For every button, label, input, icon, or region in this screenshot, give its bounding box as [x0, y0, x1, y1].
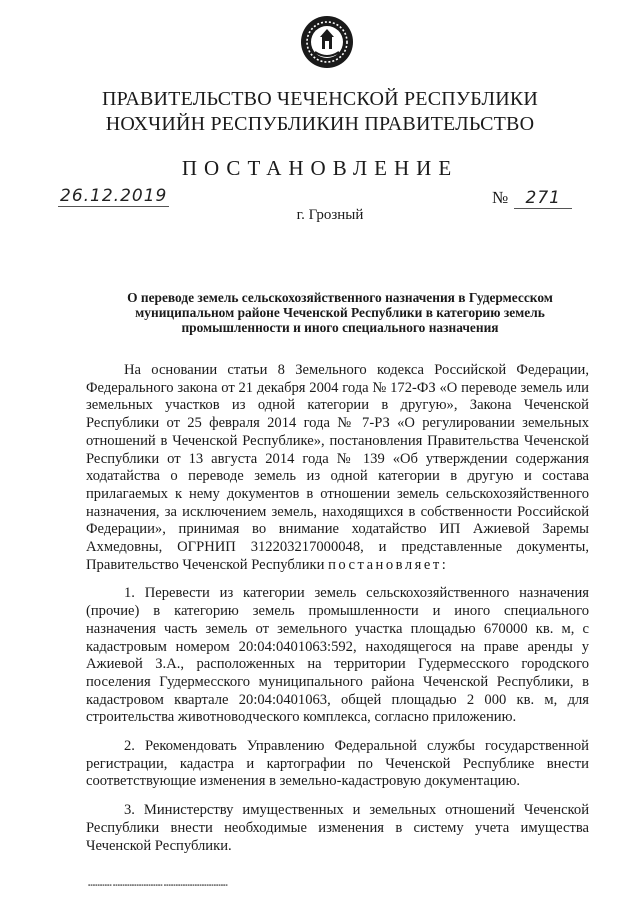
number-value: 271 — [514, 188, 572, 209]
document-type: ПОСТАНОВЛЕНИЕ — [181, 156, 459, 180]
document-date: 26.12.2019 — [60, 186, 168, 206]
preamble-text: На основании статьи 8 Земельного кодекса Российской Федерации, Федерального закона от 21 декабря 2004 года № 172-ФЗ «О переводе земель или земельных участков из одной категории в другую», Закона Чеченской Республики от 25 февраля 2014 года № 7-РЗ «О регулировании земельных отношений в Чеченской Республике», постановления Правительства Чеченской Республики от 13 августа 2014 года № 139 «Об утверждении содержания ходатайства о переводе земель из одной категории в другую и состава прилагаемых к нему документов в отношении земель сельскохозяйственного назначения, за исключением земель, находящихся в собственности Российской Федерации», принимая во внимание ходатайство ИП Ажиевой Заремы Ахмедовны, ОГРНИП 312203217000048, и представленные документы, Правительство Чеченской Республики — [86, 362, 589, 573]
document-number — [492, 188, 572, 209]
resolves-word: постановляет: — [328, 556, 449, 573]
government-name-chechen: НОХЧИЙН РЕСПУБЛИКИН ПРАВИТЕЛЬСТВО — [105, 113, 535, 135]
point-1: 1. Перевести из категории земель сельскохозяйственного назначения (прочие) в категорию земель промышленности и иного специального назначения часть земель от земельного участка площадью 670000 кв. м, с кадастровым номером 20:04:0401063:592, находящегося на праве аренды у Ажиевой З.А., расположенных на территории Гудермесского городского поселения Гудермесского муниципального района Чеченской Республики, в кадастровом квартале 20:04:0401063, общей площадью 2 000 кв. м, для строительства животноводческого комплекса, согласно приложению. — [86, 585, 589, 726]
point-2: 2. Рекомендовать Управлению Федеральной службы государственной регистрации, кадастра и картографии по Чеченской Республике внести соответствующие изменения в земельно-кадастровую документацию. — [86, 738, 589, 790]
coat-of-arms-icon — [299, 14, 355, 70]
number-label: № — [492, 188, 509, 207]
government-name: ПРАВИТЕЛЬСТВО ЧЕЧЕНСКОЙ РЕСПУБЛИКИ — [101, 88, 539, 110]
document-body — [86, 362, 589, 855]
document-title: О переводе земель сельскохозяйственного назначения в Гудермесском муниципальном районе Чеченской Республики в категорию земель промышленности и иного специального назначения — [127, 290, 553, 335]
point-3: 3. Министерству имущественных и земельных отношений Чеченской Республики внести необходимые изменения в систему учета имущества Чеченской Республики. — [86, 802, 589, 854]
preamble — [86, 362, 589, 574]
city: г. Грозный — [296, 207, 364, 223]
print-footer-scribble: ▪▪▪▪▪▪▪▪▪▪ ▪▪▪▪▪▪▪▪▪▪▪▪▪▪▪▪▪▪▪▪▪ ▪▪▪▪▪▪▪▪▪▪▪▪▪▪▪▪▪▪▪▪▪▪▪▪▪▪▪ — [88, 883, 228, 887]
